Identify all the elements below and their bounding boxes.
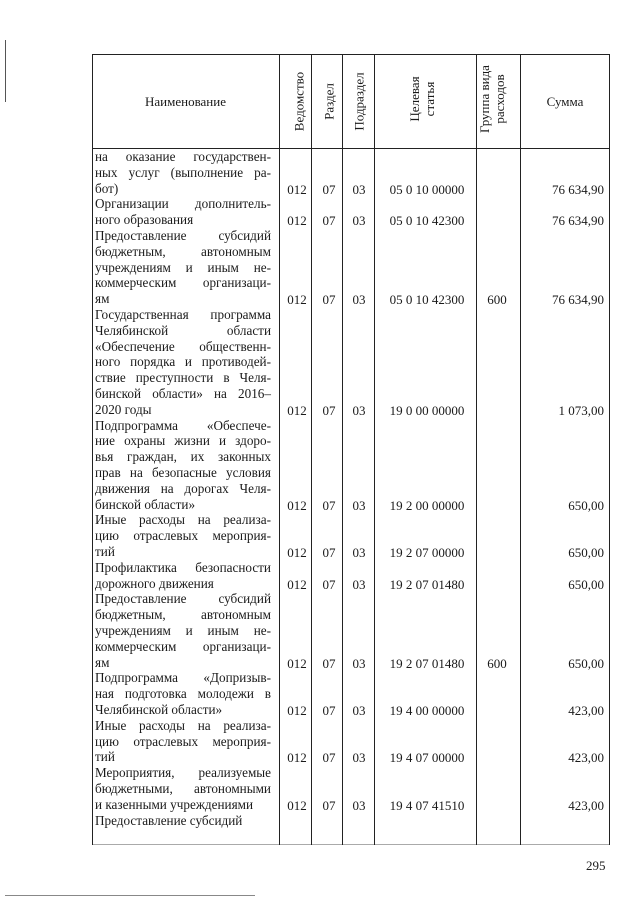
row-razdel: 07 (322, 497, 336, 513)
budget-table (92, 54, 610, 845)
row-name-line: учреждениям и иным не- (95, 623, 271, 638)
row-podrazdel: 03 (352, 576, 366, 592)
row-celevaya: 19 4 07 41510 (389, 797, 465, 813)
row-name-line: Подпрограмма «Допризыв- (95, 670, 271, 686)
row-name-line: бинской области» на 2016– (95, 386, 271, 401)
row-razdel: 07 (322, 797, 336, 813)
row-name-line: Мероприятия, реализуемые (95, 765, 271, 781)
row-summa: 423,00 (568, 750, 604, 766)
header-vedomstvo: Ведомство (291, 71, 307, 132)
row-summa: 76 634,90 (552, 292, 604, 308)
row-vedomstvo: 012 (287, 292, 307, 308)
row-vedomstvo: 012 (287, 797, 307, 813)
row-razdel: 07 (322, 292, 336, 308)
row-vedomstvo: 012 (287, 497, 307, 513)
row-name-line: ям (95, 291, 110, 307)
header-celevaya (407, 52, 447, 146)
col-divider (374, 54, 375, 845)
row-razdel: 07 (322, 655, 336, 671)
row-name-line: ная подготовка молодежи в (95, 686, 271, 702)
row-name-line: Иные расходы на реализа- (95, 512, 271, 528)
row-name-line: коммерческим организаци- (95, 638, 271, 654)
row-podrazdel: 03 (352, 655, 366, 671)
row-celevaya: 19 2 07 00000 (389, 545, 465, 560)
table-left-border (92, 54, 93, 845)
row-name-line: бот) (95, 180, 119, 196)
row-summa: 650,00 (568, 497, 604, 513)
row-summa: 76 634,90 (552, 181, 604, 197)
table-top-border (92, 54, 610, 55)
header-gruppa-line1: Группа вида (477, 65, 492, 133)
header-celevaya-line1: Целевая (407, 76, 422, 122)
row-vedomstvo: 012 (287, 545, 307, 560)
col-divider (311, 54, 312, 845)
row-name-line: ям (95, 654, 110, 670)
row-vedomstvo: 012 (287, 213, 307, 229)
col-divider (279, 54, 280, 845)
row-vedomstvo: 012 (287, 402, 307, 418)
row-razdel: 07 (322, 213, 336, 229)
row-name-line: бюджетными, автономными (95, 781, 271, 796)
page-number: 295 (586, 858, 606, 873)
header-summa: Сумма (546, 93, 584, 109)
row-celevaya: 19 4 07 00000 (389, 750, 465, 766)
row-name-line: тий (95, 749, 115, 765)
row-podrazdel: 03 (352, 797, 366, 813)
row-celevaya: 19 2 07 01480 (389, 655, 465, 671)
table-right-border (609, 54, 610, 845)
row-name-line: Предоставление субсидий (95, 228, 271, 243)
row-name-line: Подпрограмма «Обеспече- (95, 417, 271, 433)
row-summa: 423,00 (568, 797, 604, 813)
row-name-line: Предоставление субсидий (95, 591, 271, 607)
row-summa: 650,00 (568, 655, 604, 671)
header-podrazdel: Подраздел (351, 72, 367, 131)
row-vedomstvo: 012 (287, 750, 307, 766)
header-name: Наименование (145, 93, 226, 109)
row-name-line: коммерческим организаци- (95, 275, 271, 291)
row-summa: 1 073,00 (558, 402, 604, 418)
row-name-line: бюджетным, автономным (95, 243, 271, 259)
row-name-line: учреждениям и иным не- (95, 259, 271, 275)
row-name-line: ного образования (95, 212, 194, 228)
row-name-line: Иные расходы на реализа- (95, 717, 271, 733)
row-name-line: прав на безопасные условия (95, 465, 271, 480)
row-celevaya: 05 0 10 42300 (389, 292, 465, 308)
row-name-line: дорожного движения (95, 575, 214, 591)
row-name-line: тий (95, 544, 115, 559)
row-name-line: «Обеспечение общественн- (95, 338, 271, 354)
row-podrazdel: 03 (352, 703, 366, 718)
header-celevaya-line2: статья (422, 81, 437, 117)
row-podrazdel: 03 (352, 213, 366, 229)
row-name-line: на оказание государствен- (95, 149, 271, 164)
row-name-line: Государственная программа (95, 307, 271, 322)
row-podrazdel: 03 (352, 750, 366, 766)
row-celevaya: 19 2 07 01480 (389, 576, 465, 592)
row-summa: 76 634,90 (552, 213, 604, 229)
row-name-line: Организации дополнитель- (95, 196, 271, 212)
row-name-line: бинской области» (95, 496, 196, 512)
row-podrazdel: 03 (352, 545, 366, 560)
row-summa: 650,00 (568, 545, 604, 560)
row-name-line: ного порядка и противодей- (95, 354, 271, 370)
row-celevaya: 19 2 00 00000 (389, 497, 465, 513)
row-podrazdel: 03 (352, 181, 366, 197)
row-podrazdel: 03 (352, 402, 366, 418)
row-name-line: ных услуг (выполнение ра- (95, 164, 271, 180)
row-name-line: Предоставление субсидий (95, 812, 243, 828)
row-name-line: и казенными учреждениями (95, 796, 254, 812)
row-name-line: Челябинской области (95, 322, 271, 338)
row-name-line: ние охраны жизни и здоро- (95, 433, 271, 449)
row-name-line: Челябинской области» (95, 702, 223, 717)
header-gruppa (477, 52, 517, 146)
row-vedomstvo: 012 (287, 181, 307, 197)
row-name-line: вья граждан, их законных (95, 449, 271, 465)
row-name-line: цию отраслевых мероприя- (95, 733, 271, 749)
col-divider (476, 54, 477, 845)
header-razdel: Раздел (321, 83, 337, 120)
row-name-line: 2020 годы (95, 401, 152, 417)
row-summa: 650,00 (568, 576, 604, 592)
row-name-line: движения на дорогах Челя- (95, 480, 271, 496)
row-celevaya: 19 0 00 00000 (389, 402, 465, 418)
scan-edge-line (5, 895, 255, 896)
row-razdel: 07 (322, 750, 336, 766)
row-name-line: Профилактика безопасности (95, 559, 271, 575)
row-gruppa: 600 (487, 292, 507, 308)
row-razdel: 07 (322, 545, 336, 560)
row-celevaya: 05 0 10 00000 (389, 181, 465, 197)
row-vedomstvo: 012 (287, 703, 307, 718)
row-razdel: 07 (322, 703, 336, 718)
row-celevaya: 05 0 10 42300 (389, 213, 465, 229)
row-name-line: цию отраслевых мероприя- (95, 528, 271, 544)
col-divider (342, 54, 343, 845)
row-summa: 423,00 (568, 703, 604, 718)
scan-edge-line (5, 40, 6, 102)
col-divider (520, 54, 521, 845)
row-razdel: 07 (322, 181, 336, 197)
row-vedomstvo: 012 (287, 655, 307, 671)
row-gruppa: 600 (487, 655, 507, 671)
table-bottom-border (92, 844, 610, 845)
row-podrazdel: 03 (352, 292, 366, 308)
row-name-line: бюджетным, автономным (95, 607, 271, 623)
row-razdel: 07 (322, 402, 336, 418)
row-celevaya: 19 4 00 00000 (389, 703, 465, 718)
row-podrazdel: 03 (352, 497, 366, 513)
row-name-line: ствие преступности в Челя- (95, 370, 271, 386)
header-gruppa-line2: расходов (492, 74, 507, 124)
row-razdel: 07 (322, 576, 336, 592)
row-vedomstvo: 012 (287, 576, 307, 592)
